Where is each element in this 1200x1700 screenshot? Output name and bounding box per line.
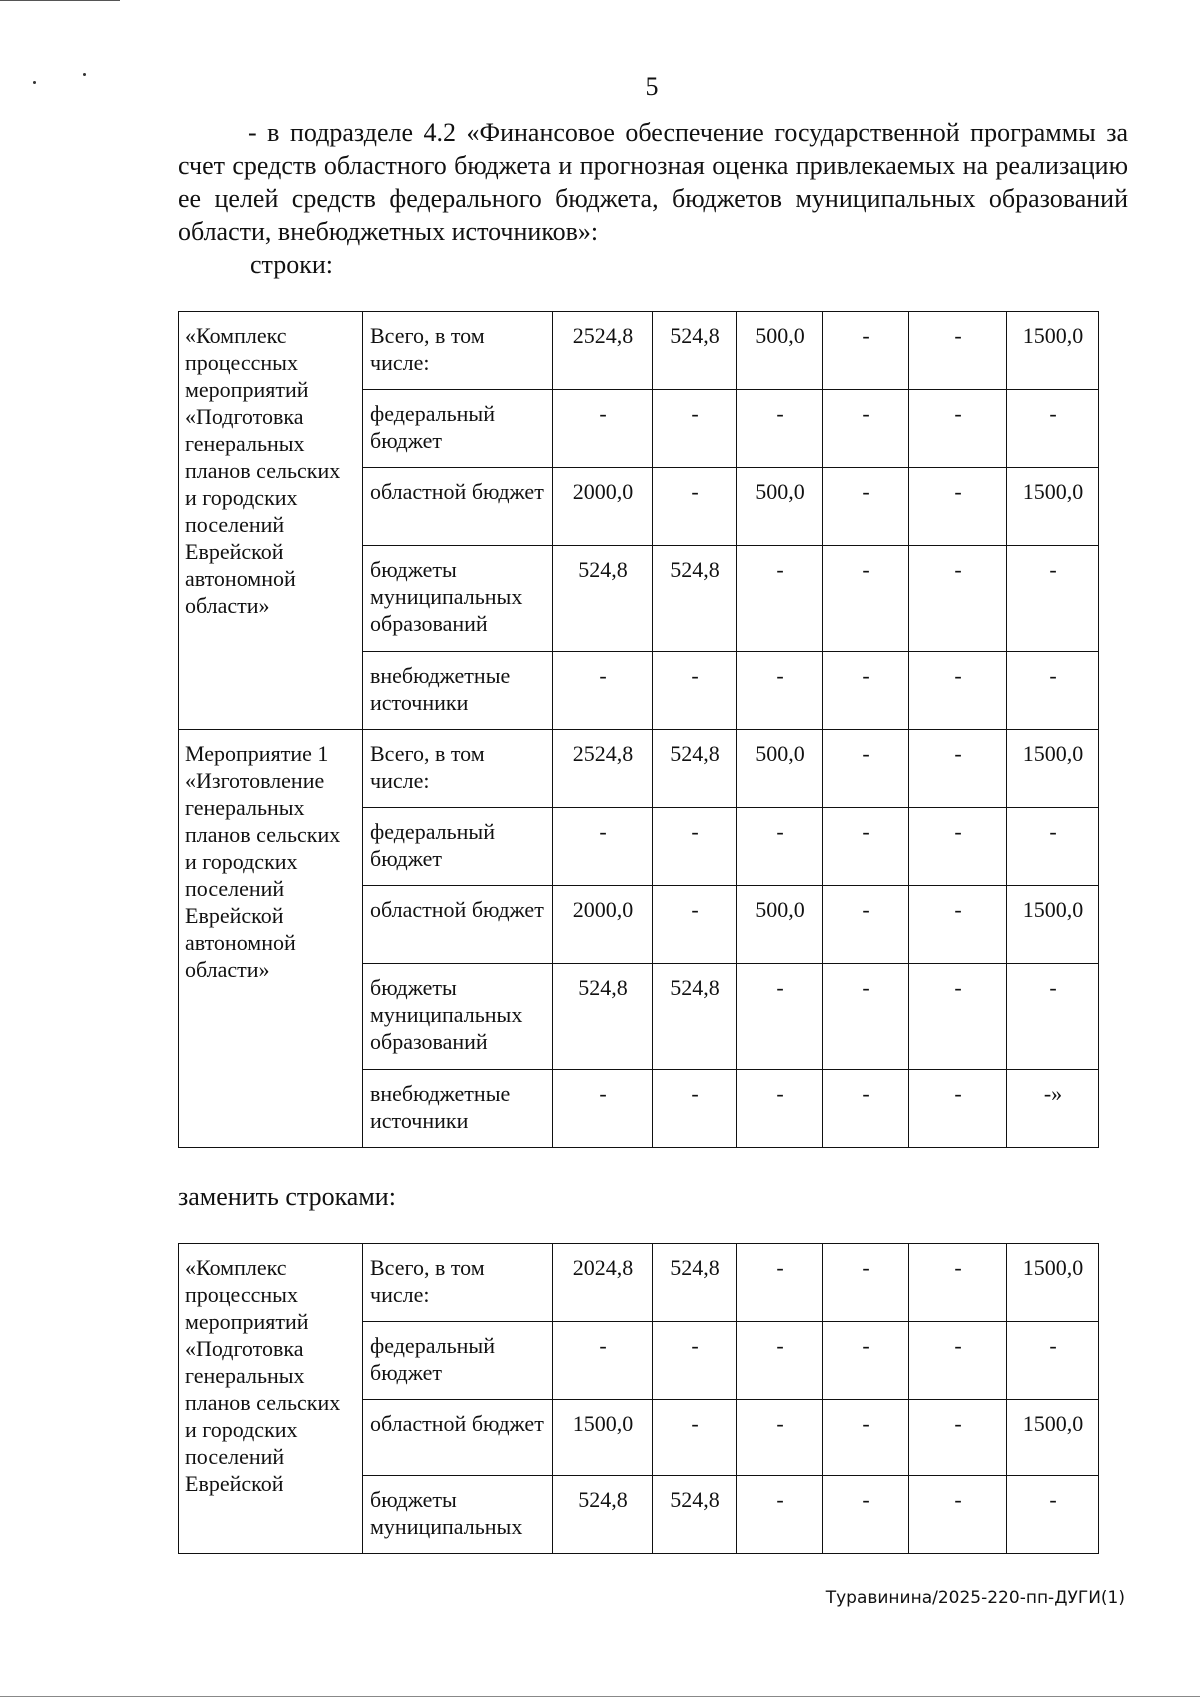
amount-cell: 1500,0 <box>1007 730 1099 808</box>
amount-cell: - <box>737 964 823 1070</box>
amount-cell: 524,8 <box>553 964 653 1070</box>
amount-cell: - <box>823 808 909 886</box>
amount-cell: - <box>909 1070 1007 1148</box>
table-row <box>179 730 1099 808</box>
amount-cell: - <box>653 1322 737 1400</box>
intro-text <box>178 116 1128 281</box>
amount-cell: 2000,0 <box>553 468 653 546</box>
funding-source-cell: внебюджетные источники <box>363 1070 553 1148</box>
amount-cell: - <box>653 1400 737 1476</box>
amount-cell: - <box>737 808 823 886</box>
funding-source-cell: федеральный бюджет <box>363 808 553 886</box>
amount-cell: 524,8 <box>553 546 653 652</box>
financing-table-current <box>178 311 1099 1148</box>
amount-cell: - <box>1007 808 1099 886</box>
amount-cell: 1500,0 <box>1007 886 1099 964</box>
amount-cell: 2524,8 <box>553 312 653 390</box>
amount-cell: - <box>653 468 737 546</box>
amount-cell: - <box>737 1400 823 1476</box>
funding-source-cell: Всего, в том числе: <box>363 1244 553 1322</box>
amount-cell: - <box>823 1322 909 1400</box>
amount-cell: 500,0 <box>737 886 823 964</box>
amount-cell: - <box>737 546 823 652</box>
amount-cell: - <box>909 468 1007 546</box>
amount-cell: 2024,8 <box>553 1244 653 1322</box>
amount-cell: - <box>1007 390 1099 468</box>
amount-cell: - <box>909 652 1007 730</box>
amount-cell: - <box>653 808 737 886</box>
amount-cell: - <box>909 964 1007 1070</box>
amount-cell: - <box>909 390 1007 468</box>
table-row <box>179 312 1099 390</box>
funding-source-cell: областной бюджет <box>363 1400 553 1476</box>
amount-cell: - <box>737 1476 823 1554</box>
amount-cell: - <box>909 730 1007 808</box>
funding-source-cell: бюджеты муниципальных образований <box>363 546 553 652</box>
amount-cell: - <box>909 1476 1007 1554</box>
amount-cell: - <box>653 652 737 730</box>
amount-cell: 524,8 <box>653 312 737 390</box>
amount-cell: - <box>909 1244 1007 1322</box>
amount-cell: - <box>909 312 1007 390</box>
amount-cell: - <box>909 1322 1007 1400</box>
amount-cell: - <box>823 964 909 1070</box>
amount-cell: - <box>1007 1476 1099 1554</box>
amount-cell: - <box>553 390 653 468</box>
amount-cell: 500,0 <box>737 730 823 808</box>
amount-cell: - <box>553 1322 653 1400</box>
amount-cell: - <box>653 1070 737 1148</box>
amount-cell: 524,8 <box>653 546 737 652</box>
amount-cell: 524,8 <box>553 1476 653 1554</box>
amount-cell: - <box>737 1244 823 1322</box>
amount-cell: 2524,8 <box>553 730 653 808</box>
amount-cell: - <box>823 1400 909 1476</box>
amount-cell: - <box>823 730 909 808</box>
amount-cell: 524,8 <box>653 1476 737 1554</box>
table-body <box>179 312 1099 1148</box>
amount-cell: - <box>653 390 737 468</box>
amount-cell: - <box>823 1244 909 1322</box>
amount-cell: 500,0 <box>737 312 823 390</box>
intro-paragraph: - в подразделе 4.2 «Финансовое обеспечение государственной программы за счет средств областного бюджета и прогнозная оценка привлекаемых на реализацию ее целей средств федерального бюджета, бюджетов муниципальных образований области, внебюджетных источников»: <box>178 118 1128 246</box>
amount-cell: - <box>553 652 653 730</box>
amount-cell: - <box>909 1400 1007 1476</box>
amount-cell: - <box>553 1070 653 1148</box>
rows-label: строки: <box>250 250 333 279</box>
amount-cell: - <box>909 886 1007 964</box>
table-body <box>179 1244 1099 1554</box>
funding-source-cell: федеральный бюджет <box>363 1322 553 1400</box>
funding-source-cell: бюджеты муниципальных образований <box>363 964 553 1070</box>
funding-source-cell: бюджеты муниципальных <box>363 1476 553 1554</box>
replace-label: заменить строками: <box>178 1182 396 1211</box>
amount-cell: 500,0 <box>737 468 823 546</box>
amount-cell: - <box>823 1070 909 1148</box>
amount-cell: 524,8 <box>653 964 737 1070</box>
funding-source-cell: федеральный бюджет <box>363 390 553 468</box>
amount-cell: - <box>653 886 737 964</box>
amount-cell: 524,8 <box>653 1244 737 1322</box>
amount-cell: - <box>1007 1322 1099 1400</box>
amount-cell: 1500,0 <box>1007 1244 1099 1322</box>
amount-cell: - <box>823 652 909 730</box>
amount-cell: - <box>737 1322 823 1400</box>
amount-cell: 1500,0 <box>1007 312 1099 390</box>
amount-cell: 1500,0 <box>553 1400 653 1476</box>
amount-cell: - <box>737 390 823 468</box>
program-name-cell: Мероприятие 1 «Изготовление генеральных планов сельских и городских поселений Еврейской автономной области» <box>179 730 363 1148</box>
document-code: Туравинина/2025-220-пп-ДУГИ(1) <box>825 1588 1125 1608</box>
amount-cell: - <box>823 312 909 390</box>
amount-cell: 524,8 <box>653 730 737 808</box>
amount-cell: - <box>553 808 653 886</box>
amount-cell: - <box>1007 964 1099 1070</box>
financing-table-replacement <box>178 1243 1099 1554</box>
funding-source-cell: Всего, в том числе: <box>363 730 553 808</box>
program-name-cell: «Комплекс процессных мероприятий «Подготовка генеральных планов сельских и городских поселений Еврейской автономной области» <box>179 312 363 730</box>
scan-edge-line <box>0 1696 1200 1697</box>
amount-cell: - <box>737 1070 823 1148</box>
amount-cell: - <box>737 652 823 730</box>
funding-source-cell: внебюджетные источники <box>363 652 553 730</box>
amount-cell: - <box>823 468 909 546</box>
amount-cell: - <box>823 390 909 468</box>
table-row <box>179 1244 1099 1322</box>
amount-cell: - <box>823 546 909 652</box>
amount-cell: - <box>909 808 1007 886</box>
program-name-cell: «Комплекс процессных мероприятий «Подготовка генеральных планов сельских и городских поселений Еврейской <box>179 1244 363 1554</box>
funding-source-cell: областной бюджет <box>363 886 553 964</box>
amount-cell: - <box>1007 546 1099 652</box>
amount-cell: - <box>1007 652 1099 730</box>
amount-cell: 1500,0 <box>1007 468 1099 546</box>
funding-source-cell: Всего, в том числе: <box>363 312 553 390</box>
amount-cell: - <box>823 1476 909 1554</box>
amount-cell: -» <box>1007 1070 1099 1148</box>
amount-cell: - <box>909 546 1007 652</box>
amount-cell: 1500,0 <box>1007 1400 1099 1476</box>
funding-source-cell: областной бюджет <box>363 468 553 546</box>
amount-cell: - <box>823 886 909 964</box>
page-number: 5 <box>645 72 659 101</box>
amount-cell: 2000,0 <box>553 886 653 964</box>
scan-edge-line <box>0 0 120 1</box>
